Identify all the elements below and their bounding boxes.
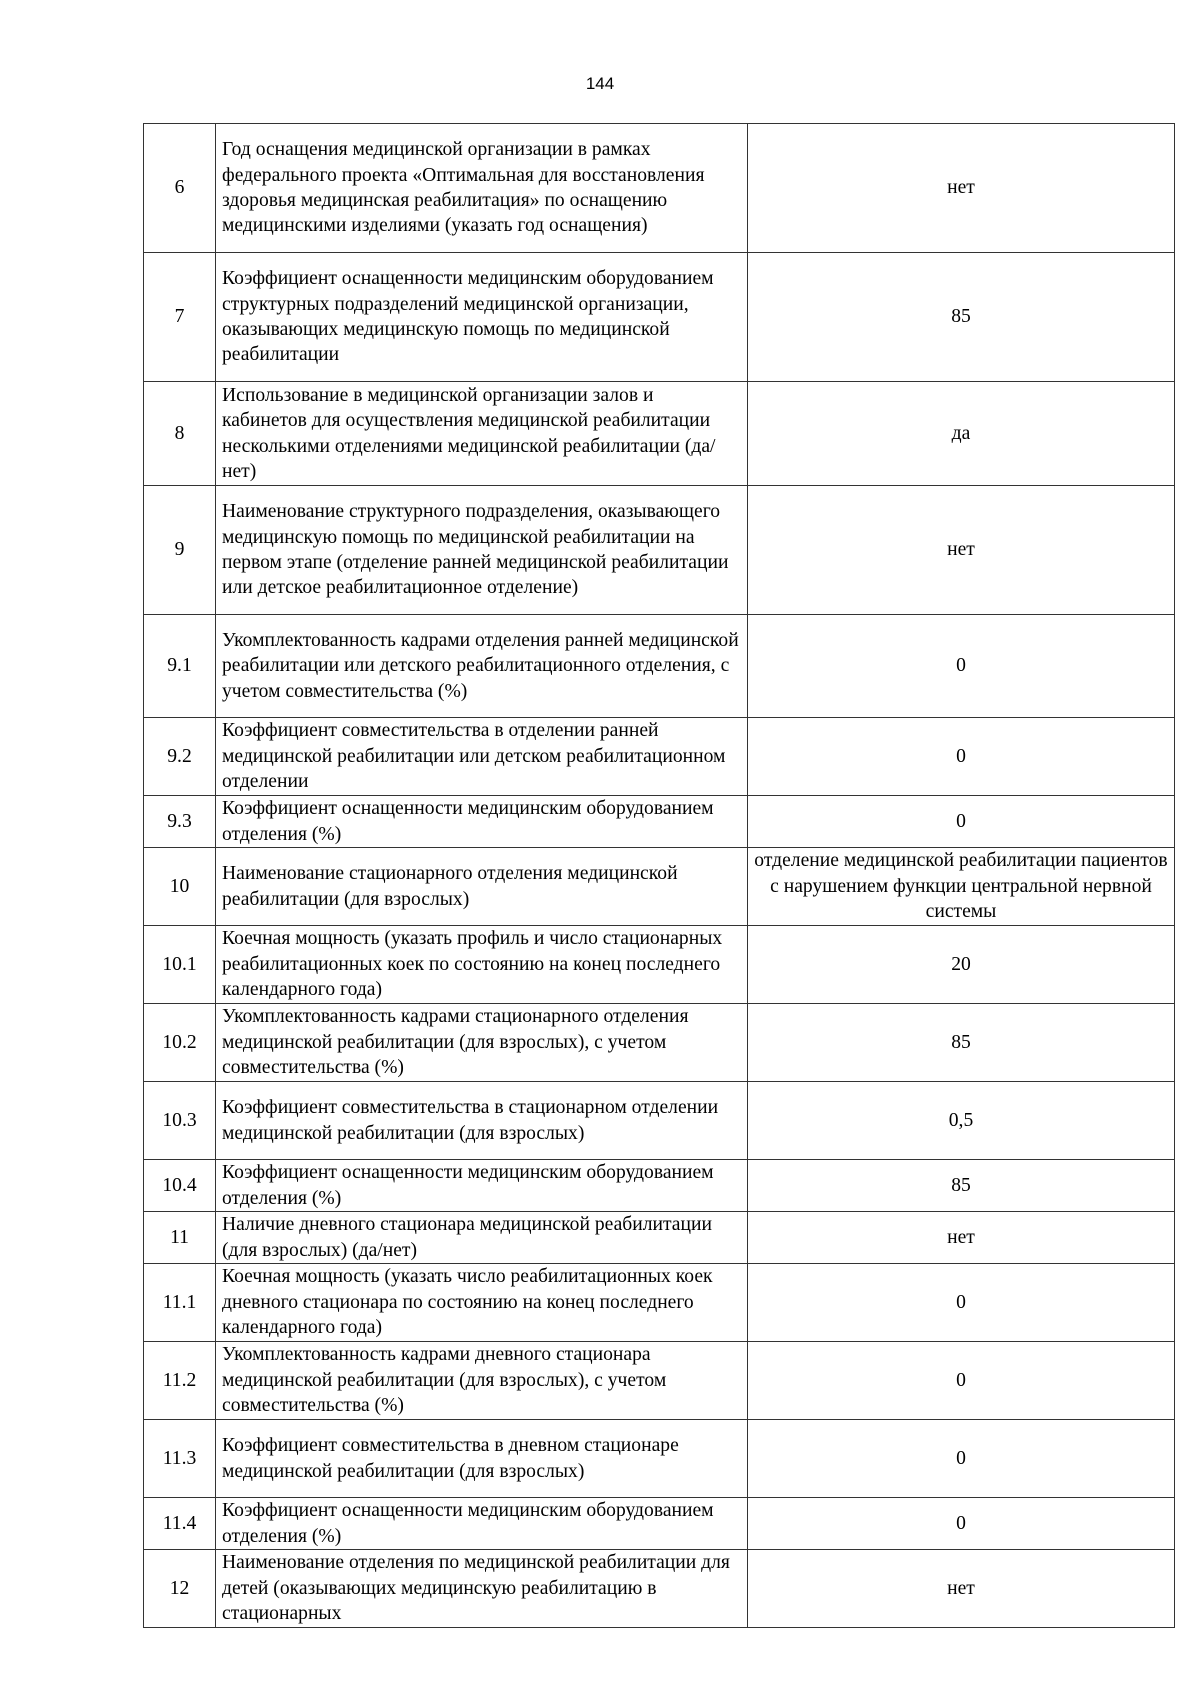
row-value: 20 — [748, 926, 1175, 1004]
row-value: 0 — [748, 796, 1175, 848]
row-value: нет — [748, 1212, 1175, 1264]
row-value: 0 — [748, 1264, 1175, 1342]
row-description: Использование в медицинской организации залов и кабинетов для осуществления медицинской реабилитации несколькими отделениями медицинской реабилитации (да/нет) — [216, 382, 748, 486]
row-description: Коэффициент совместительства в отделении ранней медицинской реабилитации или детском реабилитационном отделении — [216, 718, 748, 796]
row-value: 0 — [748, 718, 1175, 796]
row-number: 10.1 — [144, 926, 216, 1004]
row-number: 10.2 — [144, 1004, 216, 1082]
row-number: 8 — [144, 382, 216, 486]
row-number: 10.4 — [144, 1160, 216, 1212]
row-number: 9.1 — [144, 615, 216, 718]
row-number: 11.2 — [144, 1342, 216, 1420]
table-row — [144, 848, 1175, 926]
row-description: Коэффициент оснащенности медицинским оборудованием отделения (%) — [216, 796, 748, 848]
row-description: Коэффициент оснащенности медицинским оборудованием отделения (%) — [216, 1498, 748, 1550]
row-value: 85 — [748, 1004, 1175, 1082]
row-value: 0 — [748, 1498, 1175, 1550]
row-description: Коечная мощность (указать профиль и число стационарных реабилитационных коек по состоянию на конец последнего календарного года) — [216, 926, 748, 1004]
row-number: 11.4 — [144, 1498, 216, 1550]
table-row — [144, 1498, 1175, 1550]
row-description: Коэффициент оснащенности медицинским оборудованием структурных подразделений медицинской организации, оказывающих медицинскую помощь по медицинской реабилитации — [216, 253, 748, 382]
row-value: 0,5 — [748, 1082, 1175, 1160]
table-row — [144, 796, 1175, 848]
row-value: 85 — [748, 1160, 1175, 1212]
row-number: 7 — [144, 253, 216, 382]
table-row — [144, 1264, 1175, 1342]
row-number: 6 — [144, 124, 216, 253]
table-row — [144, 253, 1175, 382]
row-value: нет — [748, 1550, 1175, 1628]
row-value: да — [748, 382, 1175, 486]
data-table — [143, 123, 1175, 1628]
row-number: 11 — [144, 1212, 216, 1264]
row-description: Наименование отделения по медицинской реабилитации для детей (оказывающих медицинскую реабилитацию в стационарных — [216, 1550, 748, 1628]
row-value: 0 — [748, 615, 1175, 718]
row-description: Укомплектованность кадрами отделения ранней медицинской реабилитации или детского реабилитационного отделения, с учетом совместительства (%) — [216, 615, 748, 718]
table-row — [144, 382, 1175, 486]
row-description: Год оснащения медицинской организации в рамках федерального проекта «Оптимальная для восстановления здоровья медицинская реабилитация» по оснащению медицинскими изделиями (указать год оснащения) — [216, 124, 748, 253]
table-row — [144, 1004, 1175, 1082]
row-number: 11.3 — [144, 1420, 216, 1498]
row-description: Коечная мощность (указать число реабилитационных коек дневного стационара по состоянию на конец последнего календарного года) — [216, 1264, 748, 1342]
row-description: Коэффициент оснащенности медицинским оборудованием отделения (%) — [216, 1160, 748, 1212]
row-number: 10 — [144, 848, 216, 926]
table-row — [144, 1160, 1175, 1212]
row-value: нет — [748, 124, 1175, 253]
table-row — [144, 926, 1175, 1004]
table-row — [144, 124, 1175, 253]
row-value: отделение медицинской реабилитации пациентов с нарушением функции центральной нервной системы — [748, 848, 1175, 926]
table-row — [144, 1420, 1175, 1498]
row-description: Коэффициент совместительства в дневном стационаре медицинской реабилитации (для взрослых) — [216, 1420, 748, 1498]
row-number: 9 — [144, 486, 216, 615]
row-description: Наличие дневного стационара медицинской реабилитации (для взрослых) (да/нет) — [216, 1212, 748, 1264]
table-row — [144, 615, 1175, 718]
table-row — [144, 1342, 1175, 1420]
row-value: 0 — [748, 1420, 1175, 1498]
row-description: Коэффициент совместительства в стационарном отделении медицинской реабилитации (для взрослых) — [216, 1082, 748, 1160]
row-number: 9.3 — [144, 796, 216, 848]
table-row — [144, 718, 1175, 796]
page-number: 144 — [585, 74, 615, 93]
row-value: 85 — [748, 253, 1175, 382]
table-row — [144, 1550, 1175, 1628]
row-number: 11.1 — [144, 1264, 216, 1342]
table-row — [144, 1212, 1175, 1264]
table-row — [144, 1082, 1175, 1160]
row-description: Укомплектованность кадрами стационарного отделения медицинской реабилитации (для взрослых), с учетом совместительства (%) — [216, 1004, 748, 1082]
row-description: Наименование стационарного отделения медицинской реабилитации (для взрослых) — [216, 848, 748, 926]
row-value: 0 — [748, 1342, 1175, 1420]
row-number: 10.3 — [144, 1082, 216, 1160]
row-number: 12 — [144, 1550, 216, 1628]
row-number: 9.2 — [144, 718, 216, 796]
table-row — [144, 486, 1175, 615]
row-description: Наименование структурного подразделения, оказывающего медицинскую помощь по медицинской реабилитации на первом этапе (отделение ранней медицинской реабилитации или детское реабилитационное отделение) — [216, 486, 748, 615]
row-value: нет — [748, 486, 1175, 615]
row-description: Укомплектованность кадрами дневного стационара медицинской реабилитации (для взрослых), с учетом совместительства (%) — [216, 1342, 748, 1420]
